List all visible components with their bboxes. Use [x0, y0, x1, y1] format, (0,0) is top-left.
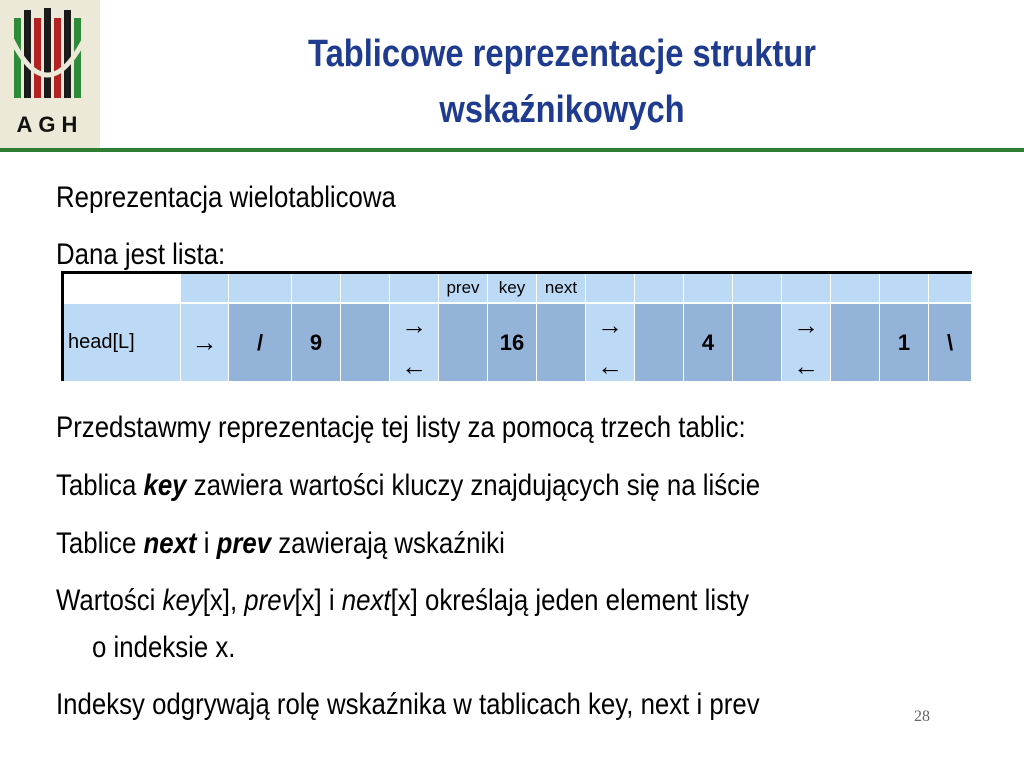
text-span: i — [196, 527, 217, 560]
header-cell — [831, 274, 880, 304]
text-line-6 — [56, 583, 749, 619]
page-number: 28 — [914, 708, 930, 725]
node3-next — [733, 304, 782, 381]
header-cell — [929, 274, 972, 304]
text-span: [x] i — [294, 584, 342, 617]
link-arrows-3 — [782, 304, 831, 381]
text-span: Wartości — [56, 584, 163, 617]
node4-prev — [831, 304, 880, 381]
logo-text: AGH — [16, 112, 84, 137]
emphasis-prev: prev — [216, 527, 272, 560]
right-arrow-icon: → — [597, 310, 623, 340]
head-pointer-arrow: → — [181, 304, 229, 381]
head-label: head[L] — [64, 304, 181, 381]
node2-next — [537, 304, 586, 381]
text-line-3: Przedstawmy reprezentację tej listy za pomocą trzech tablic: — [56, 411, 746, 444]
header-cell — [782, 274, 831, 304]
header-cell — [586, 274, 635, 304]
text-span: Tablica — [56, 469, 144, 502]
text-span: zawierają wskaźniki — [271, 527, 505, 560]
link-arrows-2 — [586, 304, 635, 381]
italic-next: next — [341, 584, 391, 617]
text-line-7: o indeksie x. — [92, 631, 236, 664]
text-line-1: Reprezentacja wielotablicowa — [56, 181, 396, 214]
text-span: [x], — [202, 584, 245, 617]
node1-next — [341, 304, 390, 381]
agh-logo — [0, 0, 100, 148]
header-key: key — [488, 274, 537, 304]
right-arrow-icon: → — [401, 310, 427, 340]
left-arrow-icon: ← — [401, 351, 427, 381]
header-prev: prev — [439, 274, 488, 304]
node1-prev: / — [229, 304, 292, 381]
italic-prev: prev — [244, 584, 295, 617]
agh-logo-icon — [0, 0, 100, 110]
node1-key: 9 — [292, 304, 341, 381]
node4-key: 1 — [880, 304, 929, 381]
emphasis-key: key — [143, 469, 187, 502]
node2-key: 16 — [488, 304, 537, 381]
title-divider — [0, 148, 1024, 152]
linked-list-table — [61, 271, 972, 381]
node3-key: 4 — [684, 304, 733, 381]
slide-title-line1: Tablicowe reprezentacje struktur — [308, 33, 816, 75]
header-next: next — [537, 274, 586, 304]
node3-prev — [635, 304, 684, 381]
italic-key: key — [162, 584, 203, 617]
slide-title — [182, 26, 942, 138]
left-arrow-icon: ← — [597, 351, 623, 381]
header-cell — [733, 274, 782, 304]
header-cell — [229, 274, 292, 304]
node4-next: \ — [929, 304, 972, 381]
text-span: [x] określają jeden element listy — [390, 584, 750, 617]
text-line-8: Indeksy odgrywają rolę wskaźnika w tablicach key, next i prev — [56, 688, 760, 721]
header-cell — [292, 274, 341, 304]
header-cell — [341, 274, 390, 304]
slide-title-line2: wskaźnikowych — [439, 89, 685, 131]
emphasis-next: next — [143, 527, 197, 560]
header-cell — [635, 274, 684, 304]
left-arrow-icon: ← — [793, 351, 819, 381]
text-line-4 — [56, 468, 760, 504]
text-span: zawiera wartości kluczy znajdujących się na liście — [186, 469, 761, 502]
text-span: Tablice — [56, 527, 144, 560]
link-arrows-1 — [390, 304, 439, 381]
header-cell — [684, 274, 733, 304]
header-cell — [390, 274, 439, 304]
right-arrow-icon: → — [793, 310, 819, 340]
text-line-5 — [56, 526, 505, 562]
text-line-2: Dana jest lista: — [56, 238, 226, 271]
header-blank-cell — [64, 274, 181, 304]
header-cell — [880, 274, 929, 304]
node2-prev — [439, 304, 488, 381]
header-cell — [181, 274, 229, 304]
